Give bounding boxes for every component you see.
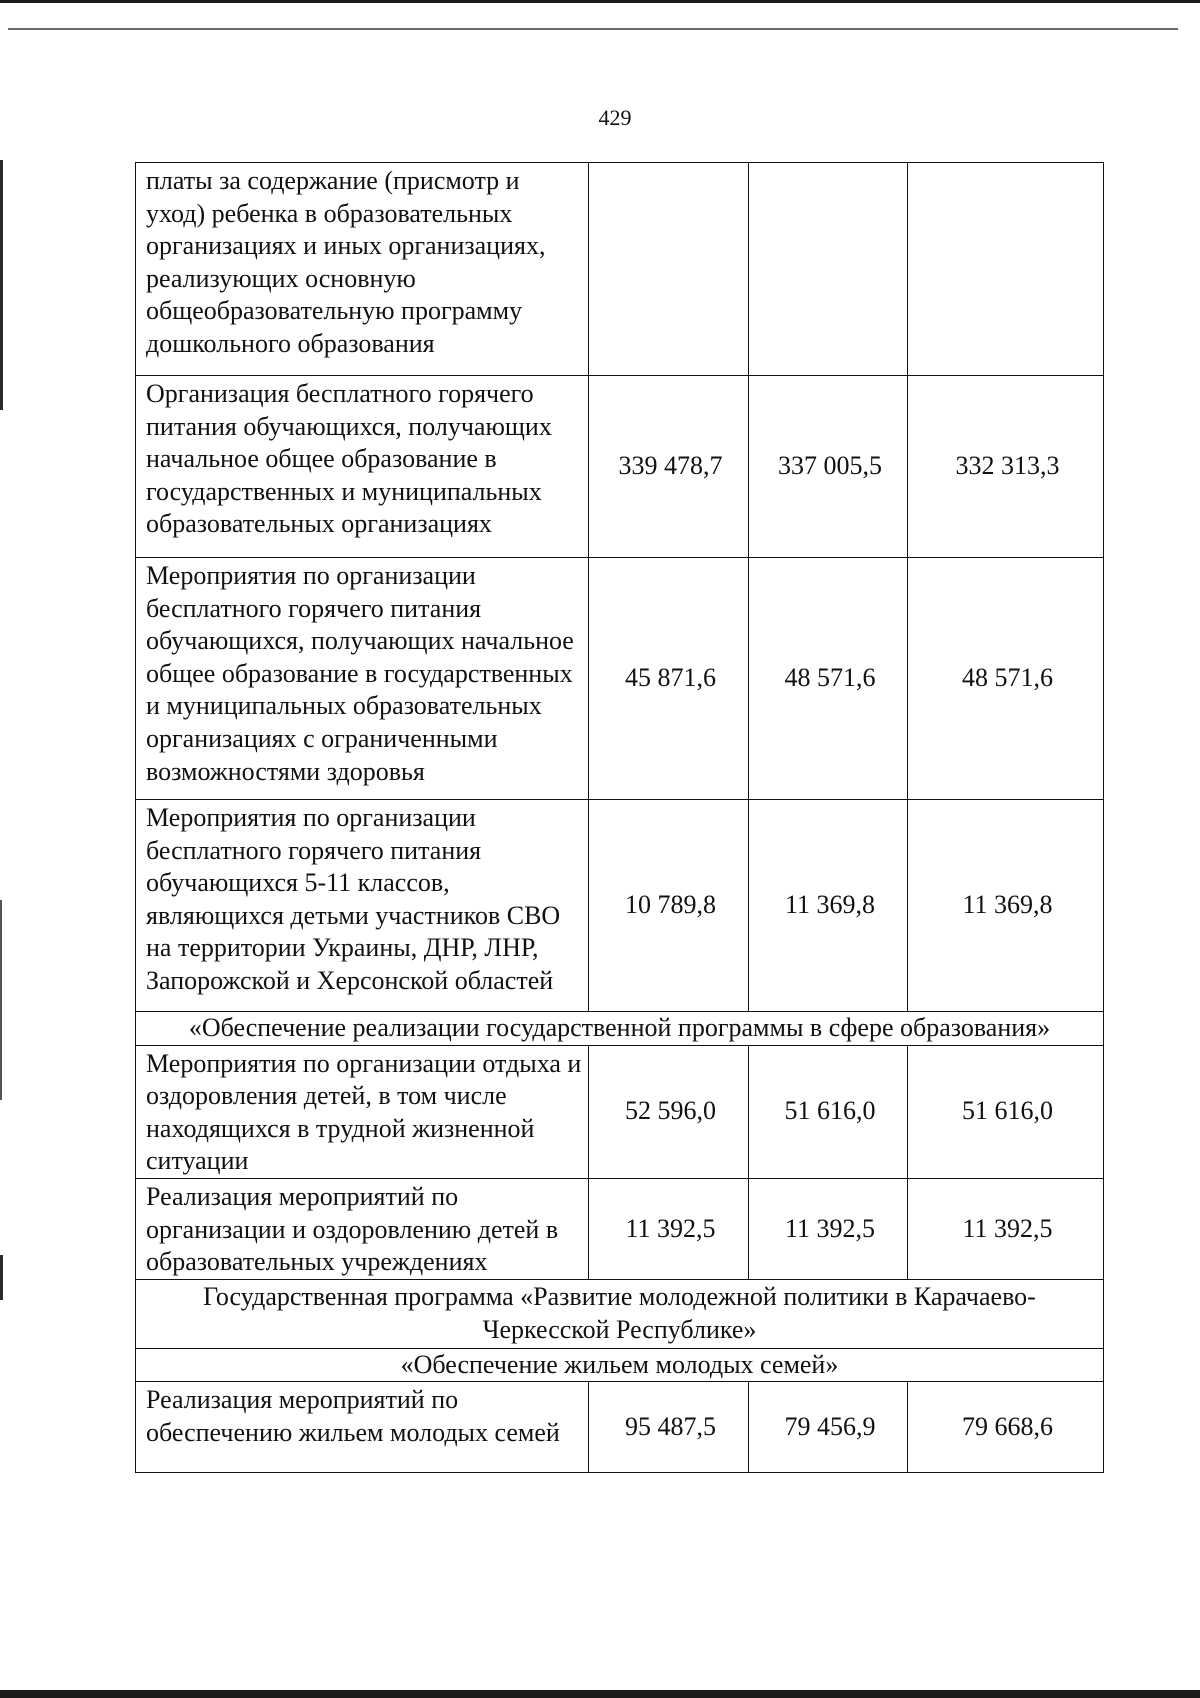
scan-border-bottom [0,1690,1200,1698]
table-row [136,1382,1104,1473]
section-title: Государственная программа «Развитие молодежной политики в Карачаево-Черкесской Республике» [136,1279,1104,1348]
amount-year-3 [908,163,1104,376]
scan-border-left [0,160,3,410]
table-row [136,163,1104,376]
amount-year-2: 337 005,5 [749,376,908,558]
amount-year-3: 11 392,5 [908,1178,1104,1279]
amount-year-3: 332 313,3 [908,376,1104,558]
row-description: Мероприятия по организации бесплатного горячего питания обучающихся 5-11 классов, являющихся детьми участников СВО на территории Украины, ДНР, ЛНР, Запорожской и Херсонской областей [136,800,589,1012]
table-row [136,800,1104,1012]
amount-year-2: 48 571,6 [749,558,908,800]
page-number: 429 [598,105,632,130]
row-description: Организация бесплатного горячего питания обучающихся, получающих начальное общее образование в государственных и муниципальных образовательных организациях [136,376,589,558]
section-header-row [136,1348,1104,1382]
section-header-row [136,1279,1104,1348]
section-header-row [136,1012,1104,1046]
amount-year-1: 11 392,5 [589,1178,749,1279]
scan-border-left [0,1255,3,1300]
table-row [136,1045,1104,1178]
amount-year-2: 11 392,5 [749,1178,908,1279]
amount-year-2 [749,163,908,376]
table-row [136,1178,1104,1279]
row-description: платы за содержание (присмотр и уход) ребенка в образовательных организациях и иных организациях, реализующих основную общеобразовательную программу дошкольного образования [136,163,589,376]
amount-year-3: 79 668,6 [908,1382,1104,1473]
scan-border-left [0,900,2,1100]
row-description: Реализация мероприятий по обеспечению жильем молодых семей [136,1382,589,1473]
row-description: Реализация мероприятий по организации и оздоровлению детей в образовательных учреждениях [136,1178,589,1279]
table-row [136,558,1104,800]
amount-year-3: 11 369,8 [908,800,1104,1012]
section-title: «Обеспечение жильем молодых семей» [136,1348,1104,1382]
scan-border-top [0,0,1200,3]
amount-year-1 [589,163,749,376]
table-row [136,376,1104,558]
amount-year-1: 95 487,5 [589,1382,749,1473]
row-description: Мероприятия по организации бесплатного горячего питания обучающихся, получающих начальное общее образование в государственных и муниципальных образовательных организациях с ограниченными возможностями здоровья [136,558,589,800]
amount-year-1: 52 596,0 [589,1045,749,1178]
amount-year-2: 79 456,9 [749,1382,908,1473]
amount-year-2: 51 616,0 [749,1045,908,1178]
budget-table [135,162,1104,1473]
amount-year-1: 339 478,7 [589,376,749,558]
amount-year-1: 45 871,6 [589,558,749,800]
amount-year-3: 51 616,0 [908,1045,1104,1178]
section-title: «Обеспечение реализации государственной программы в сфере образования» [136,1012,1104,1046]
table-body [136,163,1104,1473]
scan-rule-line [8,28,1178,30]
amount-year-1: 10 789,8 [589,800,749,1012]
amount-year-3: 48 571,6 [908,558,1104,800]
amount-year-2: 11 369,8 [749,800,908,1012]
row-description: Мероприятия по организации отдыха и оздоровления детей, в том числе находящихся в трудной жизненной ситуации [136,1045,589,1178]
